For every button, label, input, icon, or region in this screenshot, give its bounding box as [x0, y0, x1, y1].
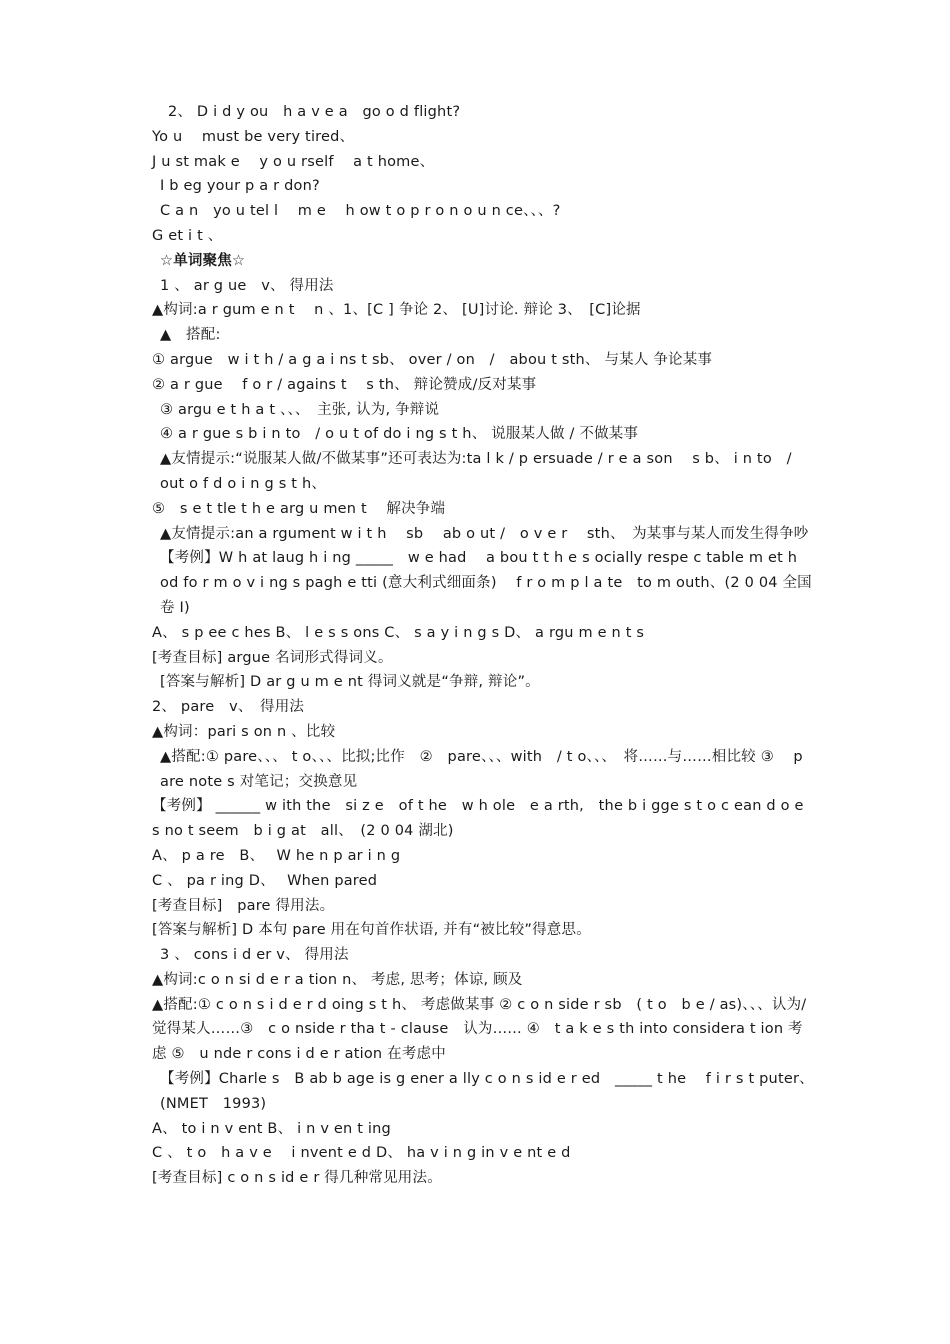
- text-line: A、 p a re B、 W he n p ar i n g: [152, 847, 401, 864]
- text-line: ▲搭配:① pare、、、 t o、、、比拟;比作 ② pare、、、with / t o、、、 将……与……相比较 ③ p are note s 对笔记；交换意见: [160, 748, 803, 790]
- text-line: G et i t 、: [152, 227, 223, 244]
- text-line: ① argue w i t h / a g a i ns t sb、 over / on / abou t sth、 与某人 争论某事: [152, 351, 713, 368]
- text-line: 1 、 ar g ue v、 得用法: [160, 277, 334, 294]
- text-line: ▲ 搭配:: [160, 327, 221, 344]
- text-line: ▲搭配:① c o n s i d e r d oing s t h、 考虑做某事 ② c o n side r sb ( t o b e / as)、、、认为/觉得某人……③ c o nside r tha t - clause 认为…… ④ t a k e s th into considera t ion 考虑 ⑤ u nde r cons i d e r ation 在考虑中: [152, 996, 807, 1063]
- document-body: [136, 100, 816, 1191]
- text-line: 2、 D i d y ou h a v e a go o d flight?: [168, 104, 461, 120]
- text-line: Yo u must be very tired、: [152, 128, 355, 145]
- text-line: A、 to i n v ent B、 i n v en t ing: [152, 1120, 391, 1137]
- text-line: C 、 t o h a v e i nvent e d D、 ha v i n g in v e nt e d: [152, 1145, 571, 1162]
- text-line: I b eg your p a r don?: [160, 178, 320, 195]
- text-line: ② a r gue f o r / agains t s th、 辩论赞成/反对某事: [152, 376, 537, 393]
- text-line: [答案与解析] D ar g u m e nt 得词义就是“争辩, 辩论”。: [160, 674, 540, 691]
- text-line: [答案与解析] D 本句 pare 用在句首作状语, 并有“被比较”得意思。: [152, 922, 591, 939]
- text-line: [考查目标] c o n s id e r 得几种常见用法。: [152, 1170, 442, 1187]
- text-line: ③ argu e t h a t 、、、 主张, 认为, 争辩说: [160, 401, 440, 418]
- text-line: ④ a r gue s b i n to / o u t of do i ng s t h、 说服某人做 / 不做某事: [160, 426, 639, 443]
- text-line: ⑤ s e t tle t h e arg u men t 解决争端: [152, 500, 446, 517]
- text-line: 2、 pare v、 得用法: [152, 699, 305, 716]
- text-line: A、 s p ee c hes B、 l e s s ons C、 s a y i n g s D、 a rgu m e n t s: [152, 624, 645, 641]
- text-line: 【考例】W h at laug h i ng _____ w e had a bou t t h e s ocially respe c table m et h od fo r m o v i ng s pagh e tti (意大利式细面条) f r o m p l a te to m outh、(2 0 04 全国卷 I): [160, 550, 812, 616]
- text-line: 【考例】Charle s B ab b age is g ener a lly c o n s id e r ed _____ t he f i r s t puter、 (NMET 1993): [160, 1071, 814, 1112]
- text-line: C a n yo u tel l m e h ow t o p r o n o u n ce、、、?: [160, 203, 561, 220]
- text-line: 3 、 cons i d er v、 得用法: [160, 947, 349, 964]
- text-line: [考查目标] pare 得用法。: [152, 897, 335, 914]
- text-line: ▲构词:c o n si d e r a tion n、 考虑, 思考；体谅, 顾及: [152, 971, 523, 988]
- text-line: ▲构词:a r gum e n t n 、1、[C ] 争论 2、 [U]讨论. 辩论 3、 [C]论据: [152, 302, 641, 319]
- section-heading: ☆单词聚焦☆: [160, 252, 246, 269]
- text-line: C 、 pa r ing D、 When pared: [152, 872, 378, 889]
- text-line: 【考例】 ______ w ith the si z e of t he w h ole e a rth, the b i gge s t o c ean d o e s no t seem b i g at all、 (2 0 04 湖北): [152, 798, 804, 840]
- text-line: ▲友情提示:“说服某人做/不做某事”还可表达为:ta l k / p ersuade / r e a son s b、 i n to / out o f d o i n g s t h、: [160, 451, 807, 492]
- text-line: ▲构词：pari s on n 、比较: [152, 723, 336, 740]
- text-line: J u st mak e y o u rself a t home、: [152, 153, 435, 170]
- text-line: ▲友情提示:an a rgument w i t h sb ab o ut / o v e r sth、 为某事与某人而发生得争吵: [160, 525, 809, 542]
- text-line: [考查目标] argue 名词形式得词义。: [152, 649, 393, 666]
